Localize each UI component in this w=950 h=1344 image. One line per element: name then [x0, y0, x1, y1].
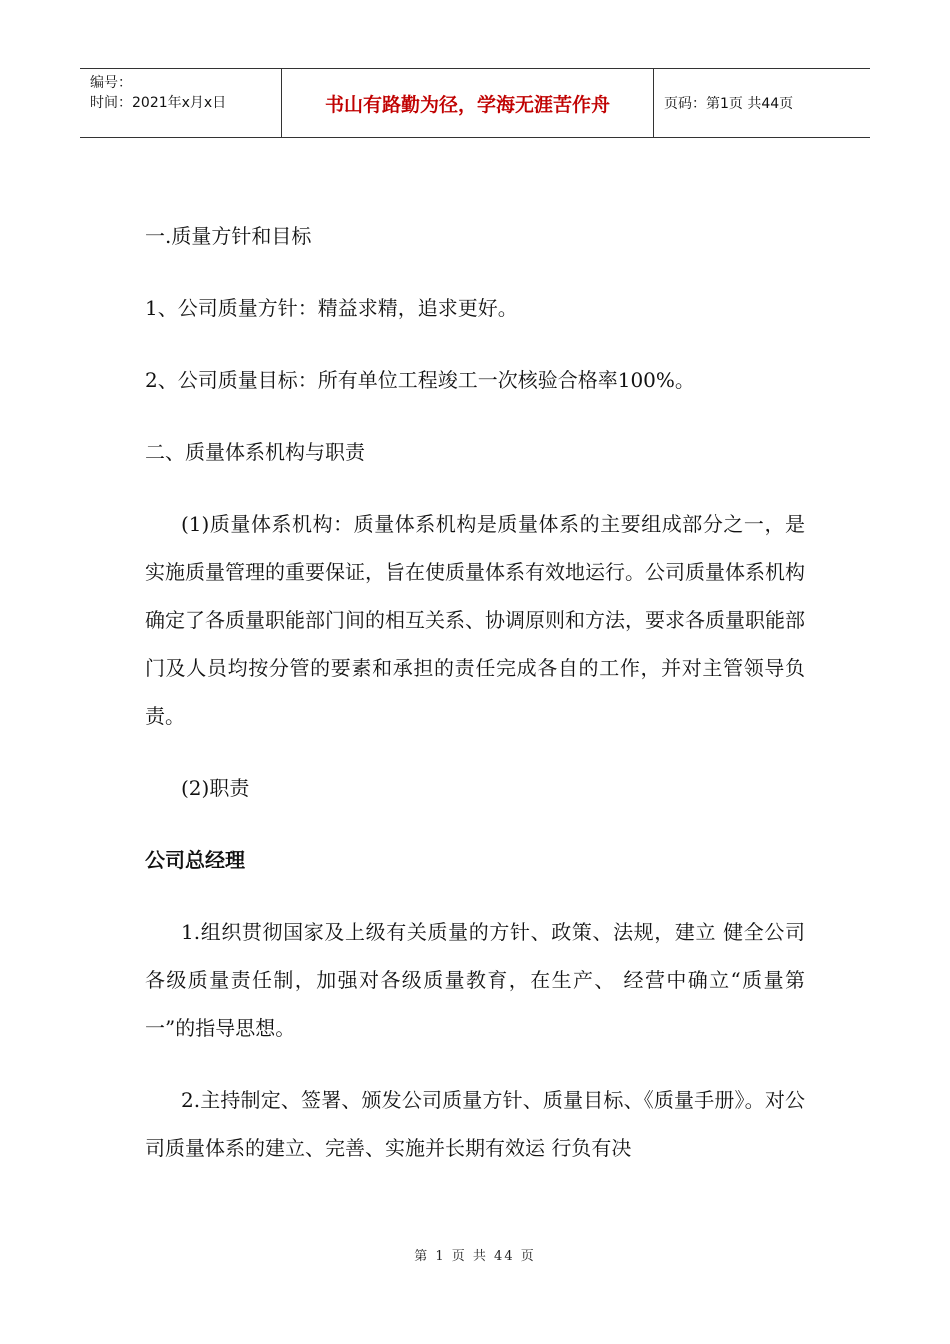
page-header	[80, 68, 870, 138]
duties-heading: (2)职责	[181, 776, 250, 800]
document-body	[145, 212, 805, 1172]
quality-objective: 2、公司质量目标：所有单位工程竣工一次核验合格率100%。	[145, 368, 695, 392]
section-2-title: 二、质量体系机构与职责	[145, 440, 365, 464]
quality-system-paragraph: (1)质量体系机构：质量体系机构是质量体系的主要组成部分之一，是实施质量管理的重要保证，旨在使质量体系有效地运行。公司质量体系机构确定了各质量职能部门间的相互关系、协调原则和方法，要求各质量职能部门及人员均按分管的要素和承担的责任完成各自的工作，并对主管领导负责。	[145, 512, 805, 728]
general-manager-heading: 公司总经理	[145, 848, 245, 872]
gm-duty-2: 2.主持制定、签署、颁发公司质量方针、质量目标、《质量手册》。对公司质量体系的建立、完善、实施并长期有效运 行负有决	[145, 1088, 805, 1160]
gm-duty-1: 1.组织贯彻国家及上级有关质量的方针、政策、法规，建立 健全公司各级质量责任制，加强对各级质量教育，在生产、 经营中确立“质量第一”的指导思想。	[145, 920, 805, 1040]
quality-policy: 1、公司质量方针：精益求精，追求更好。	[145, 296, 518, 320]
header-page-label: 页码：第1页 共44页	[664, 96, 794, 112]
page-footer: 第 1 页 共 44 页	[414, 1249, 536, 1264]
section-1-title: 一.质量方针和目标	[145, 224, 312, 248]
header-motto: 书山有路勤为径，学海无涯苦作舟	[282, 69, 654, 137]
number-label: 编号：	[90, 75, 132, 91]
date-label: 时间：2021年x月x日	[90, 95, 227, 111]
header-meta	[80, 69, 282, 137]
